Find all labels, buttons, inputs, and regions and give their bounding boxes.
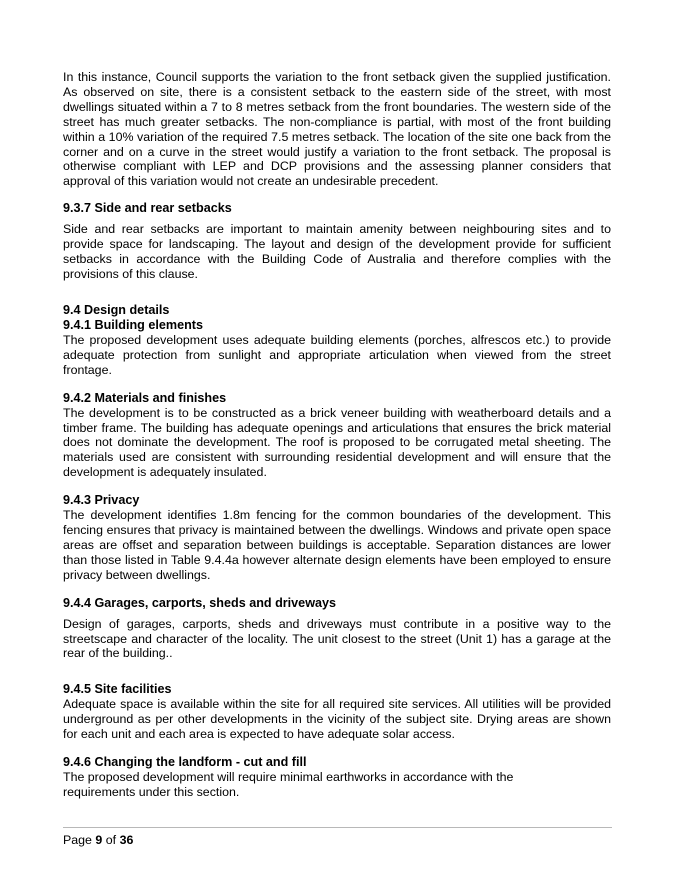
section-heading-9-4: 9.4 Design details (63, 302, 170, 317)
section-body-9-4-2: The development is to be constructed as a brick veneer building with weatherboard details and a timber frame. The building has adequate openings and articulations that ensures the brick material does not dominate the development. The roof is proposed to be corrugated metal sheeting. The materials used are consistent with surrounding residential development and will ensure that the development is adequately insulated. (63, 405, 611, 480)
page-footer (63, 833, 133, 848)
section-heading-9-4-1: 9.4.1 Building elements (63, 317, 203, 332)
section-heading-9-4-5: 9.4.5 Site facilities (63, 682, 172, 697)
section-body-9-4-4: Design of garages, carports, sheds and driveways must contribute in a positive way to the streetscape and character of the locality. The unit closest to the street (Unit 1) has a garage at the rear of the building.. (63, 616, 611, 661)
intro-paragraph: In this instance, Council supports the variation to the front setback given the supplied justification. As observed on site, there is a consistent setback to the eastern side of the street, with most dwellings situated within a 7 to 8 metres setback from the front boundaries. The western side of the street has much greater setbacks. The non-compliance is partial, with most of the front building within a 10% variation of the required 7.5 metres setback. The location of the site one back from the corner and on a curve in the street would justify a variation to the front setback. The proposal is otherwise compliant with LEP and DCP provisions and the assessing planner considers that approval of this variation would not create an undesirable precedent. (63, 70, 611, 189)
footer-divider (63, 827, 612, 828)
section-body-9-3-7: Side and rear setbacks are important to maintain amenity between neighbouring sites and to provide space for landscaping. The layout and design of the development provide for sufficient setbacks in accordance with the Building Code of Australia and therefore complies with the provisions of this clause. (63, 222, 611, 281)
section-heading-9-3-7: 9.3.7 Side and rear setbacks (63, 201, 232, 216)
section-body-9-4-5: Adequate space is available within the site for all required site services. All utilities will be provided underground as per other developments in the vicinity of the subject site. Drying areas are shown for each unit and each area is expected to have adequate solar access. (63, 697, 611, 742)
section-body-9-4-6: The proposed development will require minimal earthworks in accordance with the requirements under this section. (63, 770, 514, 799)
section-body-9-4-3: The development identifies 1.8m fencing for the common boundaries of the development. This fencing ensures that privacy is maintained between the dwellings. Windows and private open space areas are offset and separation between buildings is acceptable. Separation distances are lower than those listed in Table 9.4.4a however alternate design elements have been employed to ensure privacy between dwellings. (63, 508, 611, 582)
section-heading-9-4-4: 9.4.4 Garages, carports, sheds and driveways (63, 595, 336, 610)
section-heading-9-4-2: 9.4.2 Materials and finishes (63, 390, 227, 405)
footer-total-pages: 36 (119, 833, 134, 847)
document-page (63, 70, 611, 800)
section-heading-9-4-6: 9.4.6 Changing the landform - cut and fill (63, 755, 307, 770)
section-heading-9-4-3: 9.4.3 Privacy (63, 493, 140, 508)
footer-page-number: 9 (95, 833, 103, 847)
section-body-9-4-1: The proposed development uses adequate building elements (porches, alfrescos etc.) to provide adequate protection from sunlight and appropriate articulation when viewed from the street frontage. (63, 332, 611, 377)
footer-page-word: Page (63, 833, 92, 847)
footer-of-word: of (105, 833, 117, 847)
